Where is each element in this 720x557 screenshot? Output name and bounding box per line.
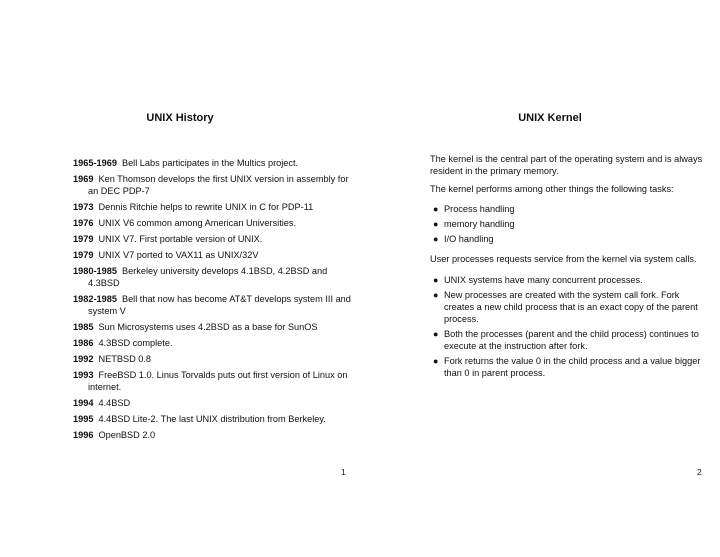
- history-text: Berkeley university develops 4.1BSD, 4.2BSD and 4.3BSD: [88, 266, 328, 288]
- history-text: Dennis Ritchie helps to rewrite UNIX in C for PDP-11: [98, 202, 314, 212]
- history-text: 4.3BSD complete.: [98, 338, 173, 348]
- history-year: 1992: [73, 354, 94, 364]
- history-item: [73, 293, 358, 317]
- history-text: OpenBSD 2.0: [98, 430, 156, 440]
- history-year: 1969: [73, 174, 94, 184]
- history-item: [73, 397, 358, 409]
- list-item-text: memory handling: [444, 219, 515, 229]
- kernel-paragraph: The kernel is the central part of the operating system and is always resident in the primary memory.: [430, 154, 703, 176]
- kernel-paragraph: The kernel performs among other things the following tasks:: [430, 184, 674, 194]
- history-item: [73, 173, 358, 197]
- list-item: [430, 233, 705, 245]
- history-item: [73, 321, 358, 333]
- history-item: [73, 265, 358, 289]
- history-item: [73, 369, 358, 393]
- list-item: [430, 203, 705, 215]
- page-title: UNIX Kernel: [518, 112, 582, 124]
- history-year: 1965-1969: [73, 158, 117, 168]
- history-text: UNIX V7 ported to VAX11 as UNIX/32V: [98, 250, 259, 260]
- history-text: Bell that now has become AT&T develops system III and system V: [88, 294, 351, 316]
- history-text: UNIX V6 common among American Universities.: [98, 218, 297, 228]
- history-year: 1979: [73, 234, 94, 244]
- bullet-icon: ●: [433, 204, 439, 214]
- page-title: UNIX History: [146, 112, 214, 124]
- history-item: [73, 233, 358, 245]
- page-number: 1: [341, 467, 346, 477]
- history-year: 1994: [73, 398, 94, 408]
- history-year: 1985: [73, 322, 94, 332]
- list-item: [430, 274, 705, 286]
- history-text: NETBSD 0.8: [98, 354, 152, 364]
- history-year: 1982-1985: [73, 294, 117, 304]
- history-item: [73, 429, 358, 441]
- history-year: 1993: [73, 370, 94, 380]
- history-item: [73, 337, 358, 349]
- history-year: 1976: [73, 218, 94, 228]
- history-year: 1980-1985: [73, 266, 117, 276]
- history-text: 4.4BSD: [98, 398, 131, 408]
- list-item-text: UNIX systems have many concurrent processes.: [444, 275, 643, 285]
- history-item: [73, 217, 358, 229]
- history-text: 4.4BSD Lite-2. The last UNIX distribution from Berkeley.: [98, 414, 326, 424]
- kernel-body: [430, 153, 705, 385]
- list-item-text: I/O handling: [444, 234, 494, 244]
- bullet-icon: ●: [433, 219, 439, 229]
- history-list: [73, 157, 358, 445]
- task-list: [430, 203, 705, 245]
- bullet-icon: ●: [433, 290, 439, 300]
- history-item: [73, 201, 358, 213]
- bullet-icon: ●: [433, 275, 439, 285]
- history-item: [73, 413, 358, 425]
- slide-page-right: [360, 0, 720, 557]
- fact-list: [430, 274, 705, 379]
- history-text: Bell Labs participates in the Multics project.: [121, 158, 299, 168]
- list-item: [430, 289, 705, 325]
- history-year: 1979: [73, 250, 94, 260]
- history-text: Ken Thomson develops the first UNIX version in assembly for an DEC PDP-7: [88, 174, 349, 196]
- history-year: 1986: [73, 338, 94, 348]
- history-text: FreeBSD 1.0. Linus Torvalds puts out first version of Linux on internet.: [88, 370, 348, 392]
- list-item-text: Both the processes (parent and the child process) continues to execute at the instruction after fork.: [444, 329, 699, 351]
- history-item: [73, 157, 358, 169]
- bullet-icon: ●: [433, 234, 439, 244]
- list-item: [430, 355, 705, 379]
- page-number: 2: [697, 467, 702, 477]
- bullet-icon: ●: [433, 356, 439, 366]
- kernel-paragraph: User processes requests service from the kernel via system calls.: [430, 254, 697, 264]
- list-item-text: New processes are created with the system call fork. Fork creates a new child process that is an exact copy of the parent process.: [444, 290, 698, 324]
- list-item-text: Fork returns the value 0 in the child process and a value bigger than 0 in parent process.: [444, 356, 701, 378]
- history-year: 1996: [73, 430, 94, 440]
- history-item: [73, 353, 358, 365]
- bullet-icon: ●: [433, 329, 439, 339]
- history-year: 1973: [73, 202, 94, 212]
- list-item: [430, 218, 705, 230]
- history-text: Sun Microsystems uses 4.2BSD as a base for SunOS: [98, 322, 318, 332]
- history-text: UNIX V7. First portable version of UNIX.: [98, 234, 263, 244]
- list-item-text: Process handling: [444, 204, 515, 214]
- history-year: 1995: [73, 414, 94, 424]
- history-item: [73, 249, 358, 261]
- list-item: [430, 328, 705, 352]
